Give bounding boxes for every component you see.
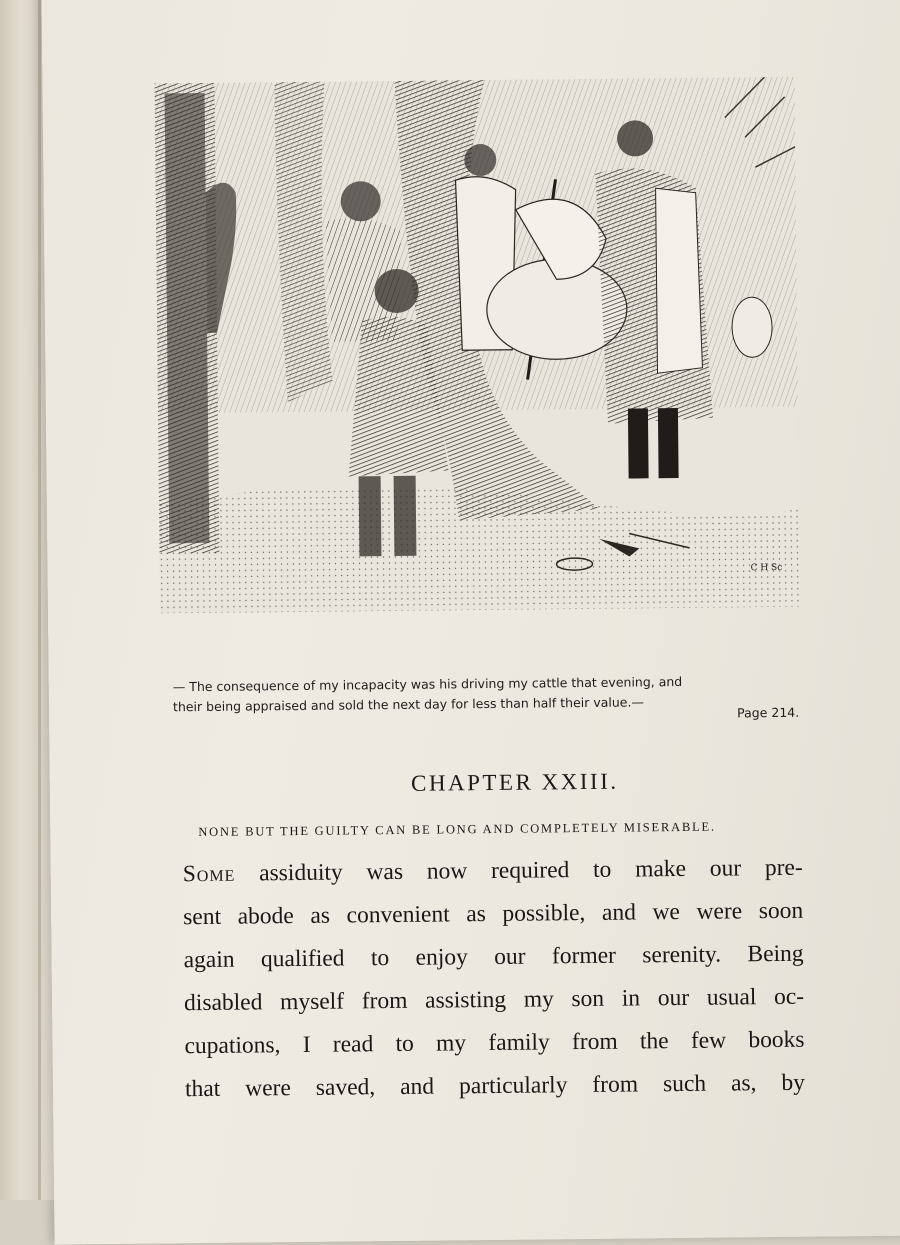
chapter-title: CHAPTER XXIII. <box>410 768 619 796</box>
engraving-image <box>154 77 800 614</box>
caption-page-reference: Page 214. <box>737 704 800 721</box>
body-paragraph <box>183 847 826 1112</box>
body-line-2: sent abode as convenient as possible, and we were soon <box>183 897 804 931</box>
body-line-3: again qualified to enjoy our former serenity. Being <box>183 940 804 974</box>
body-line-1 <box>183 847 803 896</box>
book-page <box>41 0 900 1245</box>
engraving-illustration <box>154 77 800 614</box>
body-line-4: disabled myself from assisting my son in our usual oc- <box>183 983 805 1017</box>
body-line-6: that were saved, and particularly from such as, by <box>184 1069 806 1103</box>
caption-line-1: — The consequence of my incapacity was his driving my cattle that evening, and <box>172 673 683 695</box>
body-line-5: cupations, I read to my family from the few books <box>184 1026 805 1060</box>
illustration-caption <box>173 671 813 718</box>
body-line-1-text: assiduity was now required to make our pre- <box>235 854 803 887</box>
engraver-signature: C H Sc <box>750 562 783 574</box>
chapter-subtitle: NONE BUT THE GUILTY CAN BE LONG AND COMPLETELY MISERABLE. <box>198 819 716 840</box>
caption-line-2: their being appraised and sold the next day for less than half their value.— <box>172 694 644 715</box>
page-fold <box>38 0 41 1200</box>
first-word: Some <box>182 860 236 888</box>
